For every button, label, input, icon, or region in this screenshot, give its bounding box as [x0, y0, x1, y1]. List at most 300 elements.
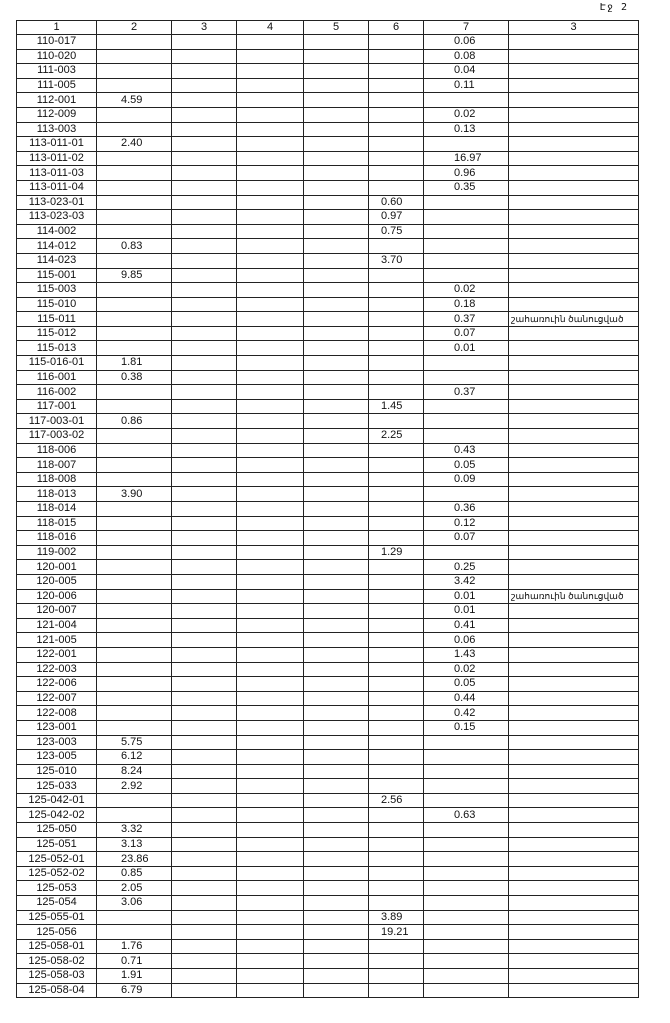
value-cell [237, 647, 304, 662]
parcel-code-cell: 125-042-01 [17, 793, 97, 808]
value-cell: 0.37 [424, 312, 509, 327]
value-cell [97, 531, 172, 546]
table-row [17, 93, 639, 108]
value-cell [304, 881, 369, 896]
note-cell [509, 49, 639, 64]
value-cell [97, 283, 172, 298]
value-cell [304, 443, 369, 458]
table-row [17, 954, 639, 969]
value-cell [304, 720, 369, 735]
value-cell [237, 677, 304, 692]
value-cell [97, 443, 172, 458]
value-cell [424, 764, 509, 779]
value-cell [97, 472, 172, 487]
parcel-code-cell: 113-011-01 [17, 137, 97, 152]
value-cell [304, 210, 369, 225]
note-cell [509, 429, 639, 444]
table-row [17, 137, 639, 152]
value-cell [369, 823, 424, 838]
value-cell [97, 429, 172, 444]
value-cell [172, 823, 237, 838]
parcel-code-cell: 113-023-03 [17, 210, 97, 225]
value-cell [172, 793, 237, 808]
value-cell [237, 253, 304, 268]
parcel-code-cell: 113-011-04 [17, 180, 97, 195]
value-cell: 0.04 [424, 64, 509, 79]
value-cell [172, 852, 237, 867]
value-cell: 3.89 [369, 910, 424, 925]
value-cell [97, 78, 172, 93]
value-cell [237, 618, 304, 633]
value-cell [172, 326, 237, 341]
value-cell [304, 516, 369, 531]
table-row [17, 706, 639, 721]
value-cell [424, 837, 509, 852]
table-row [17, 750, 639, 765]
table-row [17, 443, 639, 458]
value-cell: 3.90 [97, 487, 172, 502]
value-cell [424, 399, 509, 414]
value-cell [369, 954, 424, 969]
table-row [17, 866, 639, 881]
value-cell [369, 370, 424, 385]
table-row [17, 589, 639, 604]
table-row [17, 779, 639, 794]
value-cell [304, 589, 369, 604]
table-row [17, 793, 639, 808]
note-cell [509, 370, 639, 385]
value-cell [237, 969, 304, 984]
parcel-code-cell: 118-007 [17, 458, 97, 473]
value-cell [237, 691, 304, 706]
note-cell [509, 545, 639, 560]
value-cell [369, 78, 424, 93]
value-cell [237, 35, 304, 50]
value-cell: 0.05 [424, 458, 509, 473]
value-cell: 0.01 [424, 589, 509, 604]
value-cell [172, 268, 237, 283]
note-cell [509, 107, 639, 122]
table-row [17, 78, 639, 93]
value-cell [304, 312, 369, 327]
parcel-code-cell: 117-001 [17, 399, 97, 414]
value-cell [424, 370, 509, 385]
value-cell [304, 779, 369, 794]
value-cell [237, 341, 304, 356]
value-cell [304, 385, 369, 400]
value-cell [369, 107, 424, 122]
note-cell [509, 502, 639, 517]
value-cell [304, 35, 369, 50]
value-cell [304, 370, 369, 385]
table-row [17, 224, 639, 239]
value-cell: 1.91 [97, 969, 172, 984]
value-cell [424, 253, 509, 268]
value-cell [304, 224, 369, 239]
value-cell [237, 983, 304, 998]
parcel-code-cell: 110-020 [17, 49, 97, 64]
value-cell [172, 78, 237, 93]
value-cell [369, 166, 424, 181]
note-cell [509, 531, 639, 546]
value-cell: 0.60 [369, 195, 424, 210]
value-cell [304, 735, 369, 750]
value-cell [369, 604, 424, 619]
value-cell: 1.43 [424, 647, 509, 662]
value-cell [172, 677, 237, 692]
parcel-code-cell: 122-006 [17, 677, 97, 692]
value-cell: 9.85 [97, 268, 172, 283]
value-cell [369, 516, 424, 531]
table-row [17, 370, 639, 385]
parcel-code-cell: 119-002 [17, 545, 97, 560]
parcel-code-cell: 120-005 [17, 574, 97, 589]
value-cell [172, 195, 237, 210]
value-cell [424, 487, 509, 502]
value-cell [172, 253, 237, 268]
value-cell: 0.12 [424, 516, 509, 531]
value-cell [369, 487, 424, 502]
table-row [17, 618, 639, 633]
value-cell [424, 195, 509, 210]
value-cell [237, 151, 304, 166]
value-cell [172, 443, 237, 458]
note-cell [509, 808, 639, 823]
value-cell [304, 808, 369, 823]
header-cell: 1 [17, 21, 97, 35]
value-cell [369, 662, 424, 677]
note-cell [509, 662, 639, 677]
note-cell [509, 618, 639, 633]
value-cell [97, 691, 172, 706]
value-cell [304, 823, 369, 838]
value-cell [97, 122, 172, 137]
value-cell [369, 414, 424, 429]
header-row [17, 21, 639, 35]
note-cell [509, 399, 639, 414]
parcel-code-cell: 113-003 [17, 122, 97, 137]
value-cell [369, 808, 424, 823]
header-cell: 4 [237, 21, 304, 35]
value-cell [369, 574, 424, 589]
value-cell [369, 691, 424, 706]
value-cell [172, 706, 237, 721]
value-cell [172, 312, 237, 327]
value-cell [237, 735, 304, 750]
value-cell: 0.38 [97, 370, 172, 385]
note-cell [509, 969, 639, 984]
value-cell [237, 268, 304, 283]
note-cell [509, 487, 639, 502]
value-cell [172, 429, 237, 444]
value-cell [237, 210, 304, 225]
value-cell [97, 618, 172, 633]
note-cell [509, 560, 639, 575]
parcel-code-cell: 123-005 [17, 750, 97, 765]
value-cell [369, 706, 424, 721]
value-cell [172, 137, 237, 152]
value-cell [304, 414, 369, 429]
value-cell: 0.36 [424, 502, 509, 517]
value-cell [424, 210, 509, 225]
note-cell [509, 443, 639, 458]
parcel-code-cell: 122-003 [17, 662, 97, 677]
value-cell [97, 662, 172, 677]
value-cell [237, 954, 304, 969]
value-cell [237, 662, 304, 677]
table-row [17, 107, 639, 122]
value-cell: 0.01 [424, 341, 509, 356]
parcel-code-cell: 123-003 [17, 735, 97, 750]
value-cell [172, 93, 237, 108]
note-cell [509, 93, 639, 108]
value-cell [97, 720, 172, 735]
table-row [17, 516, 639, 531]
value-cell [172, 414, 237, 429]
value-cell [237, 443, 304, 458]
value-cell [369, 896, 424, 911]
value-cell [172, 618, 237, 633]
table-row [17, 326, 639, 341]
parcel-code-cell: 125-058-02 [17, 954, 97, 969]
value-cell [304, 706, 369, 721]
parcel-code-cell: 113-011-03 [17, 166, 97, 181]
value-cell: 0.15 [424, 720, 509, 735]
value-cell [369, 750, 424, 765]
value-cell [237, 166, 304, 181]
table-row [17, 983, 639, 998]
value-cell [97, 706, 172, 721]
parcel-code-cell: 122-001 [17, 647, 97, 662]
value-cell [237, 808, 304, 823]
value-cell [237, 852, 304, 867]
parcel-code-cell: 110-017 [17, 35, 97, 50]
value-cell [97, 677, 172, 692]
table-body [17, 35, 639, 998]
value-cell [369, 881, 424, 896]
parcel-code-cell: 112-009 [17, 107, 97, 122]
value-cell: 2.92 [97, 779, 172, 794]
table-row [17, 283, 639, 298]
header-cell: 6 [369, 21, 424, 35]
note-cell [509, 706, 639, 721]
note-cell [509, 750, 639, 765]
value-cell [237, 502, 304, 517]
note-cell [509, 326, 639, 341]
parcel-code-cell: 125-010 [17, 764, 97, 779]
value-cell: 1.76 [97, 939, 172, 954]
value-cell: 0.08 [424, 49, 509, 64]
value-cell [424, 823, 509, 838]
value-cell: 0.09 [424, 472, 509, 487]
parcel-code-cell: 114-012 [17, 239, 97, 254]
value-cell [172, 385, 237, 400]
table-row [17, 604, 639, 619]
value-cell [172, 866, 237, 881]
value-cell: 0.02 [424, 283, 509, 298]
note-cell [509, 297, 639, 312]
value-cell [369, 180, 424, 195]
value-cell [237, 297, 304, 312]
value-cell [97, 224, 172, 239]
value-cell [424, 137, 509, 152]
table-row [17, 64, 639, 79]
value-cell [304, 983, 369, 998]
value-cell: 3.06 [97, 896, 172, 911]
value-cell [172, 370, 237, 385]
table-row [17, 969, 639, 984]
value-cell [172, 808, 237, 823]
parcel-code-cell: 115-013 [17, 341, 97, 356]
value-cell [304, 560, 369, 575]
value-cell [304, 268, 369, 283]
value-cell [369, 735, 424, 750]
value-cell [97, 49, 172, 64]
value-cell [97, 793, 172, 808]
value-cell [369, 677, 424, 692]
table-row [17, 735, 639, 750]
value-cell [237, 312, 304, 327]
value-cell [304, 283, 369, 298]
value-cell: 0.25 [424, 560, 509, 575]
value-cell [237, 764, 304, 779]
value-cell [97, 107, 172, 122]
note-cell [509, 341, 639, 356]
value-cell [304, 545, 369, 560]
value-cell [369, 385, 424, 400]
parcel-code-cell: 125-058-04 [17, 983, 97, 998]
value-cell: 2.25 [369, 429, 424, 444]
note-cell [509, 35, 639, 50]
value-cell [172, 107, 237, 122]
value-cell [172, 151, 237, 166]
note-cell [509, 137, 639, 152]
note-cell [509, 793, 639, 808]
parcel-code-cell: 125-058-01 [17, 939, 97, 954]
table-row [17, 341, 639, 356]
value-cell [304, 910, 369, 925]
value-cell: 0.96 [424, 166, 509, 181]
value-cell [304, 633, 369, 648]
table-row [17, 545, 639, 560]
value-cell [369, 297, 424, 312]
value-cell [369, 531, 424, 546]
table-row [17, 180, 639, 195]
note-cell [509, 837, 639, 852]
value-cell [172, 779, 237, 794]
value-cell [172, 735, 237, 750]
value-cell [237, 283, 304, 298]
parcel-code-cell: 114-002 [17, 224, 97, 239]
value-cell [237, 487, 304, 502]
value-cell [369, 49, 424, 64]
value-cell [424, 779, 509, 794]
value-cell [237, 516, 304, 531]
page-number-label: Էջ 2 [600, 2, 629, 13]
value-cell [369, 341, 424, 356]
value-cell [424, 939, 509, 954]
table-row [17, 414, 639, 429]
value-cell [97, 516, 172, 531]
value-cell: 4.59 [97, 93, 172, 108]
value-cell [97, 458, 172, 473]
parcel-code-cell: 120-001 [17, 560, 97, 575]
value-cell: 0.06 [424, 35, 509, 50]
value-cell [97, 808, 172, 823]
value-cell [237, 472, 304, 487]
value-cell [97, 297, 172, 312]
value-cell [424, 735, 509, 750]
value-cell [304, 78, 369, 93]
note-cell [509, 647, 639, 662]
table-row [17, 195, 639, 210]
value-cell [237, 604, 304, 619]
parcel-code-cell: 118-008 [17, 472, 97, 487]
value-cell [172, 954, 237, 969]
table-row [17, 487, 639, 502]
value-cell: 2.05 [97, 881, 172, 896]
value-cell [237, 64, 304, 79]
note-cell [509, 78, 639, 93]
value-cell [172, 837, 237, 852]
parcel-code-cell: 118-015 [17, 516, 97, 531]
value-cell [304, 896, 369, 911]
value-cell: 0.35 [424, 180, 509, 195]
value-cell [237, 458, 304, 473]
value-cell [97, 574, 172, 589]
value-cell [369, 443, 424, 458]
value-cell [369, 356, 424, 371]
table-row [17, 49, 639, 64]
value-cell: 3.32 [97, 823, 172, 838]
value-cell [369, 647, 424, 662]
value-cell [237, 107, 304, 122]
header-cell: 3 [509, 21, 639, 35]
value-cell [237, 414, 304, 429]
value-cell [369, 312, 424, 327]
value-cell: 0.83 [97, 239, 172, 254]
value-cell [172, 516, 237, 531]
parcel-code-cell: 116-001 [17, 370, 97, 385]
table-row [17, 647, 639, 662]
value-cell [304, 151, 369, 166]
value-cell [172, 910, 237, 925]
value-cell [172, 341, 237, 356]
value-cell [304, 925, 369, 940]
value-cell: 0.97 [369, 210, 424, 225]
value-cell [172, 297, 237, 312]
value-cell [97, 166, 172, 181]
value-cell [172, 49, 237, 64]
note-cell [509, 458, 639, 473]
note-cell [509, 954, 639, 969]
parcel-code-cell: 125-058-03 [17, 969, 97, 984]
value-cell [304, 180, 369, 195]
value-cell [237, 881, 304, 896]
value-cell [172, 764, 237, 779]
value-cell [304, 429, 369, 444]
parcel-code-cell: 118-013 [17, 487, 97, 502]
parcel-code-cell: 125-053 [17, 881, 97, 896]
table-row [17, 633, 639, 648]
value-cell [237, 93, 304, 108]
header-cell: 7 [424, 21, 509, 35]
value-cell [237, 633, 304, 648]
value-cell [424, 239, 509, 254]
value-cell [424, 545, 509, 560]
value-cell [424, 224, 509, 239]
table-row [17, 531, 639, 546]
